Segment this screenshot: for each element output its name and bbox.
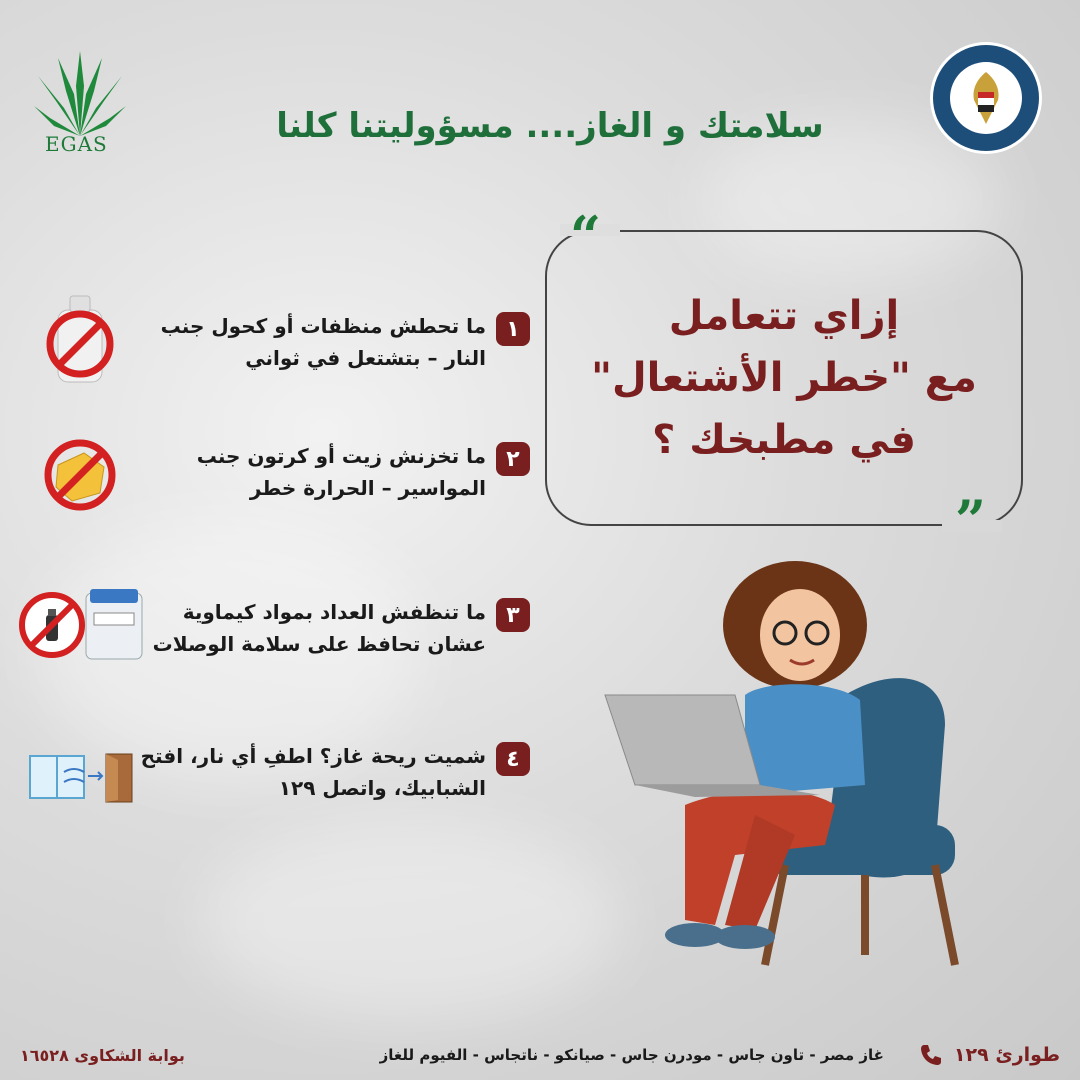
tip-line-1: ما تخزنش زيت أو كرتون جنب: [196, 444, 486, 468]
open-window-door-icon: [28, 752, 136, 804]
question-line-2: مع "خطر الأشتعال": [591, 355, 977, 401]
tip-line-2: المواسير – الحرارة خطر: [249, 476, 486, 500]
woman-with-laptop-illustration: [595, 555, 995, 975]
no-oil-cardboard-icon: [40, 435, 120, 515]
phone-icon: [918, 1042, 944, 1068]
quote-open-mark: “: [570, 204, 602, 268]
tip-item-1: [140, 310, 530, 374]
question-line-3: في مطبخك ؟: [652, 417, 916, 463]
tip-line-2: عشان تحافظ على سلامة الوصلات: [152, 632, 486, 656]
tip-number-badge: ٣: [496, 598, 530, 632]
tip-line-1: ما تنظفش العداد بمواد كيماوية: [182, 600, 486, 624]
complaints-portal[interactable]: بوابة الشكاوى ١٦٥٢٨: [20, 1045, 185, 1065]
tip-line-1: ما تحطش منظفات أو كحول جنب: [160, 314, 486, 338]
tip-number-badge: ١: [496, 312, 530, 346]
tip-number-badge: ٢: [496, 442, 530, 476]
emergency-hotline[interactable]: طوارئ ١٢٩: [953, 1044, 1060, 1066]
egas-logo-text: EGAS: [45, 132, 108, 156]
tip-item-2: [140, 440, 530, 504]
no-cleaning-bottle-icon: [40, 290, 120, 390]
question-line-1: إزاي تتعامل: [668, 293, 900, 339]
no-spray-gas-meter-icon: [18, 585, 150, 665]
page-title: سلامتك و الغاز.... مسؤوليتنا كلنا: [276, 106, 824, 146]
tip-item-3: [140, 596, 530, 660]
question-box: [545, 230, 1023, 526]
tip-number-badge: ٤: [496, 742, 530, 776]
quote-close-mark: ”: [955, 488, 987, 552]
tip-line-2: الشبابيك، واتصل ١٢٩: [278, 776, 486, 800]
footer-bar: [0, 1030, 1080, 1080]
tip-line-2: النار – بتشتعل في ثواني: [245, 346, 486, 370]
ministry-seal-icon: [928, 40, 1044, 156]
tip-line-1: شميت ريحة غاز؟ اطفِ أي نار، افتح: [140, 744, 486, 768]
gas-companies-list: غاز مصر - تاون جاس - مودرن جاس - صيانكو - ناتجاس - الفيوم للغاز: [379, 1046, 884, 1064]
tip-item-4: [140, 740, 530, 804]
